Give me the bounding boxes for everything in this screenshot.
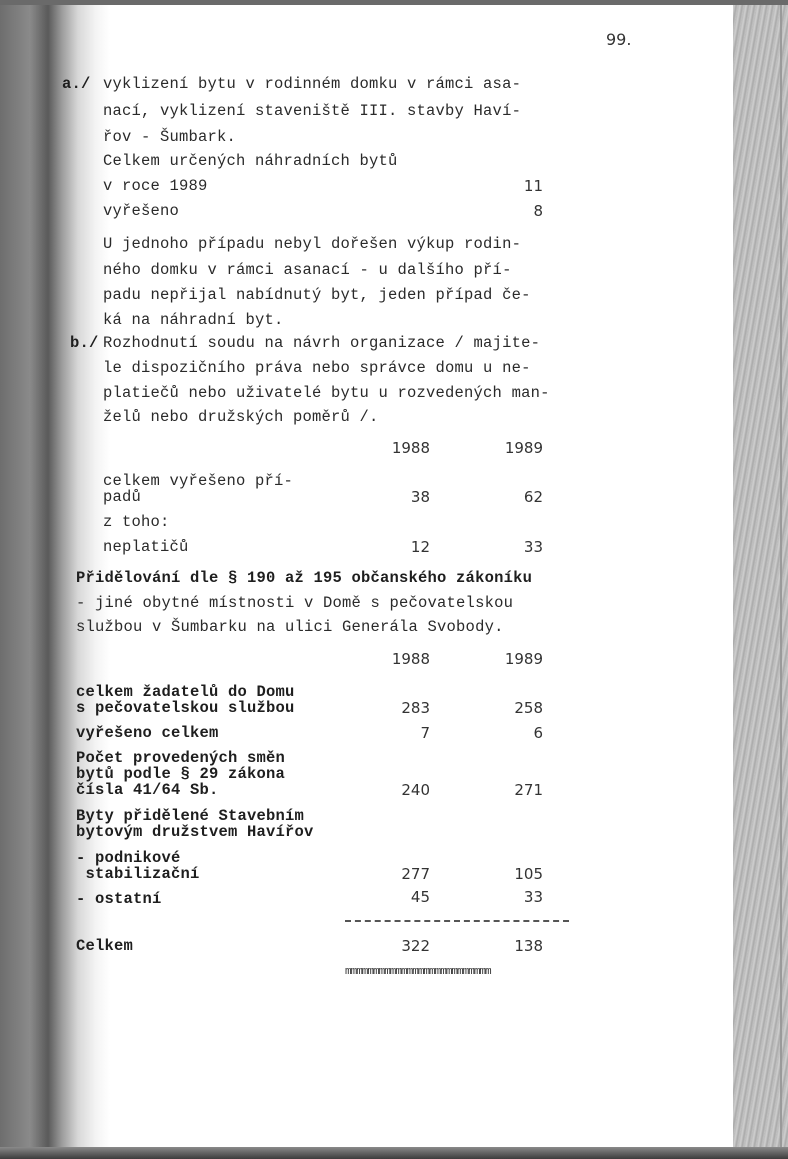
table-cell: 271 <box>514 781 543 799</box>
table-cell: 45 <box>410 888 430 906</box>
table-cell: 6 <box>533 724 543 742</box>
total-cell: 322 <box>401 937 430 955</box>
section-b-line: želů nebo družských poměrů /. <box>103 408 379 426</box>
table-row-label: celkem vyřešeno pří- <box>103 472 294 490</box>
end-of-table-rule: mmmmmmmmmmmmmmmmmmmmmmmmmm <box>345 966 491 978</box>
note-line: U jednoho případu nebyl dořešen výkup rodin- <box>103 235 522 253</box>
row-label: v roce 1989 <box>103 177 208 195</box>
section-c-line: - jiné obytné místnosti v Domě s pečovatelskou <box>76 594 514 612</box>
row-value: 8 <box>533 202 543 220</box>
table-cell: 33 <box>523 888 543 906</box>
table-row-label: Počet provedených směn <box>76 749 286 767</box>
section-a-line: nací, vyklizení staveniště III. stavby Haví- <box>103 102 522 120</box>
column-header-1989: 1989 <box>504 650 543 668</box>
table-row-label: stabilizační <box>76 865 200 883</box>
table-cell: 277 <box>401 865 430 883</box>
table-row-label: celkem žadatelů do Domu <box>76 683 295 701</box>
table-row-label: vyřešeno celkem <box>76 724 219 742</box>
section-a-line: vyklizení bytu v rodinném domku v rámci asa- <box>103 75 522 93</box>
section-b-line: Rozhodnutí soudu na návrh organizace / majite- <box>103 334 541 352</box>
table-row-label: čísla 41/64 Sb. <box>76 781 219 799</box>
row-label: vyřešeno <box>103 202 180 220</box>
page-number: 99. <box>606 30 632 49</box>
table-cell: 105 <box>514 865 543 883</box>
table-row-label: bytovým družstvem Havířov <box>76 823 314 841</box>
row-value: 11 <box>523 177 543 195</box>
table-row-label: z toho: <box>103 513 170 531</box>
total-cell: 138 <box>514 937 543 955</box>
note-line: ného domku v rámci asanací - u dalšího pří- <box>103 261 512 279</box>
table-row-label: padů <box>103 488 142 506</box>
note-line: padu nepřijal nabídnutý byt, jeden případ če- <box>103 286 531 304</box>
section-b-line: le dispozičního práva nebo správce domu u ne- <box>103 359 531 377</box>
note-line: ká na náhradní byt. <box>103 311 284 329</box>
table-row-label: Byty přidělené Stavebním <box>76 807 305 825</box>
section-b-line: platiečů nebo uživatelé bytu u rozvedených man- <box>103 384 550 402</box>
section-c-line: Přidělování dle § 190 až 195 občanského zákoníku <box>76 569 533 587</box>
table-cell: 283 <box>401 699 430 717</box>
total-label: Celkem <box>76 937 134 955</box>
table-row-label: - podnikové <box>76 849 181 867</box>
section-c-line: službou v Šumbarku na ulici Generála Svobody. <box>76 618 504 636</box>
table-row-label: bytů podle § 29 zákona <box>76 765 286 783</box>
section-a-line: řov - Šumbark. <box>103 128 237 146</box>
section-a-marker: a./ <box>62 75 91 93</box>
table-cell: 258 <box>514 699 543 717</box>
section-b-marker: b./ <box>70 334 99 352</box>
table-cell: 240 <box>401 781 430 799</box>
table-cell: 12 <box>410 538 430 556</box>
table-row-label: neplatičů <box>103 538 189 556</box>
table-row-label: s pečovatelskou službou <box>76 699 295 717</box>
section-a-line: Celkem určených náhradních bytů <box>103 152 398 170</box>
table-cell: 38 <box>410 488 430 506</box>
sum-divider-rule <box>345 920 569 922</box>
column-header-1989: 1989 <box>504 439 543 457</box>
table-cell: 33 <box>523 538 543 556</box>
column-header-1988: 1988 <box>391 439 430 457</box>
table-cell: 7 <box>420 724 430 742</box>
column-header-1988: 1988 <box>391 650 430 668</box>
table-cell: 62 <box>523 488 543 506</box>
table-row-label: - ostatní <box>76 890 162 908</box>
